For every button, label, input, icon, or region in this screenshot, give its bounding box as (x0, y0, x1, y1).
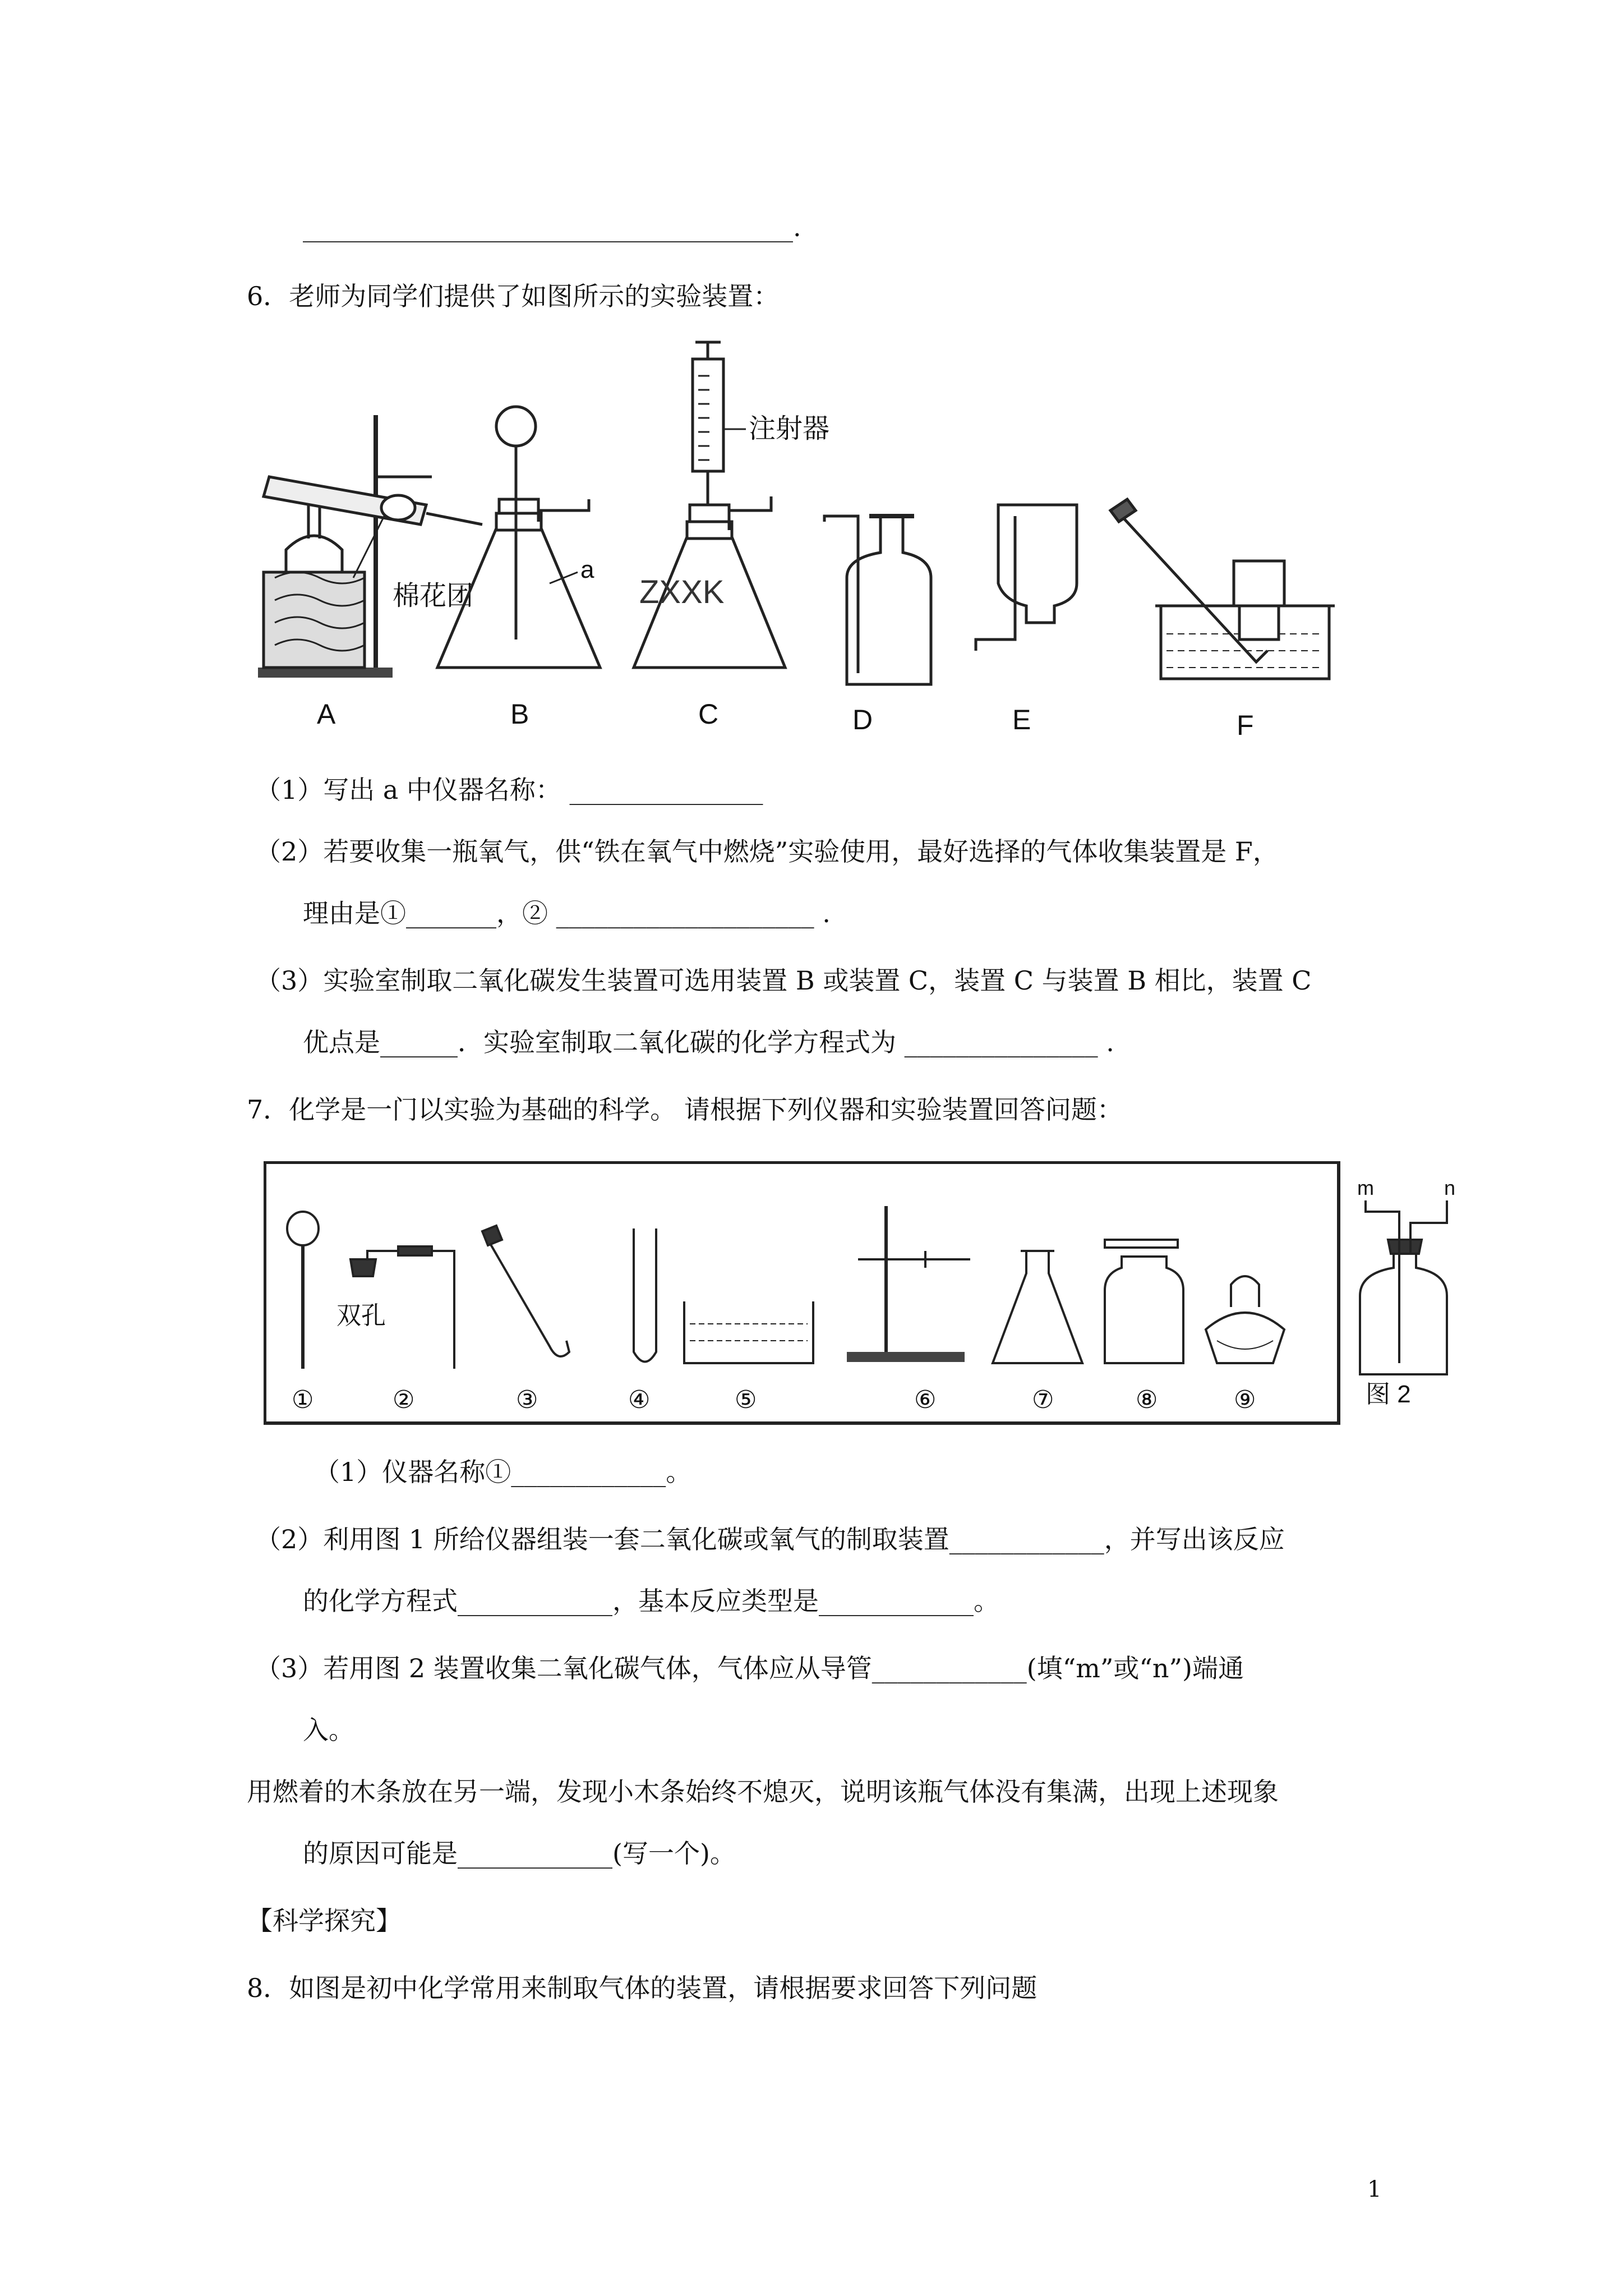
question-8-stem: 8．如图是初中化学常用来制取气体的装置，请根据要求回答下列问题 (247, 1973, 1038, 2003)
q7-sub2-line2: 的化学方程式____________，基本反应类型是____________。 (303, 1586, 999, 1616)
instrument-2 (336, 1246, 454, 1414)
q6-sub1: （1）写出 a 中仪器名称： _______________ (255, 775, 763, 805)
apparatus-f (1110, 499, 1335, 741)
svg-text:⑤: ⑤ (735, 1386, 757, 1414)
instrument-8 (1105, 1240, 1183, 1414)
svg-text:②: ② (393, 1386, 415, 1414)
port-m-label: m (1357, 1176, 1374, 1199)
apparatus-d (824, 516, 931, 735)
figure-2-label: 图 2 (1366, 1381, 1411, 1408)
watermark-text: ZXXK (639, 574, 725, 610)
label-small-a: a (580, 556, 594, 583)
question-6-stem: 6．老师为同学们提供了如图所示的实验装置： (247, 281, 780, 311)
port-n-label: n (1444, 1176, 1456, 1199)
svg-text:③: ③ (516, 1386, 538, 1414)
q7-sub3-line4: 的原因可能是____________(写一个)。 (303, 1838, 736, 1869)
section-heading: 【科学探究】 (247, 1906, 402, 1936)
label-d-apparatus: D (852, 704, 873, 735)
label-b-apparatus: B (510, 698, 529, 730)
cotton-label: 棉花团 (393, 581, 474, 611)
label-f-apparatus: F (1237, 710, 1254, 741)
instrument-3 (482, 1226, 569, 1414)
q6-sub3-line1: （3）实验室制取二氧化碳发生装置可选用装置 B 或装置 C，装置 C 与装置 B 相比，装置 C (255, 965, 1312, 996)
svg-text:⑦: ⑦ (1032, 1386, 1054, 1414)
double-hole-label: 双孔 (336, 1302, 386, 1329)
apparatus-c (634, 342, 829, 730)
svg-text:⑧: ⑧ (1136, 1386, 1158, 1414)
q7-instruments-figure (264, 1161, 1497, 1430)
syringe-label: 注射器 (749, 414, 830, 444)
q7-sub1: （1）仪器名称①____________。 (314, 1457, 692, 1487)
label-e-apparatus: E (1012, 704, 1031, 735)
page-number: 1 (1367, 2177, 1382, 2202)
figure-1-frame (265, 1162, 1339, 1423)
q7-sub3-line1: （3）若用图 2 装置收集二氧化碳气体，气体应从导管____________(填“m”或“n”)端通 (255, 1653, 1244, 1683)
q6-sub3-line2: 优点是______．实验室制取二氧化碳的化学方程式为 _______________ . (303, 1027, 1114, 1057)
q6-sub2-line2: 理由是①_______，② ____________________ . (303, 898, 831, 928)
q6-apparatus-figure (247, 337, 1413, 752)
apparatus-b (437, 407, 600, 730)
question-7-stem: 7．化学是一门以实验为基础的科学。 请根据下列仪器和实验装置回答问题： (247, 1094, 1123, 1125)
svg-text:④: ④ (628, 1386, 651, 1414)
q6-sub2-line1: （2）若要收集一瓶氧气，供“铁在氧气中燃烧”实验使用，最好选择的气体收集装置是 F， (255, 836, 1279, 867)
apparatus-a (258, 415, 482, 730)
q7-sub2-line1: （2）利用图 1 所给仪器组装一套二氧化碳或氧气的制取装置____________，并写出该反应 (255, 1524, 1285, 1554)
instrument-7 (993, 1251, 1082, 1414)
svg-text:①: ① (292, 1386, 314, 1414)
answer-blank-line: ______________________________________. (303, 212, 801, 242)
instrument-9 (1206, 1276, 1284, 1414)
instrument-4 (628, 1228, 656, 1414)
q7-sub3-line2: 入。 (303, 1715, 354, 1745)
instrument-1 (287, 1212, 319, 1414)
figure-2-bottle (1357, 1176, 1455, 1408)
svg-text:⑥: ⑥ (914, 1386, 937, 1414)
apparatus-e (976, 505, 1077, 735)
instrument-6 (847, 1206, 970, 1414)
q7-sub3-line3: 用燃着的木条放在另一端，发现小木条始终不熄灭，说明该瓶气体没有集满，出现上述现象 (247, 1777, 1279, 1807)
svg-text:⑨: ⑨ (1234, 1386, 1256, 1414)
instrument-5 (684, 1301, 813, 1414)
label-a-apparatus: A (317, 698, 336, 730)
label-c-apparatus: C (698, 698, 719, 730)
